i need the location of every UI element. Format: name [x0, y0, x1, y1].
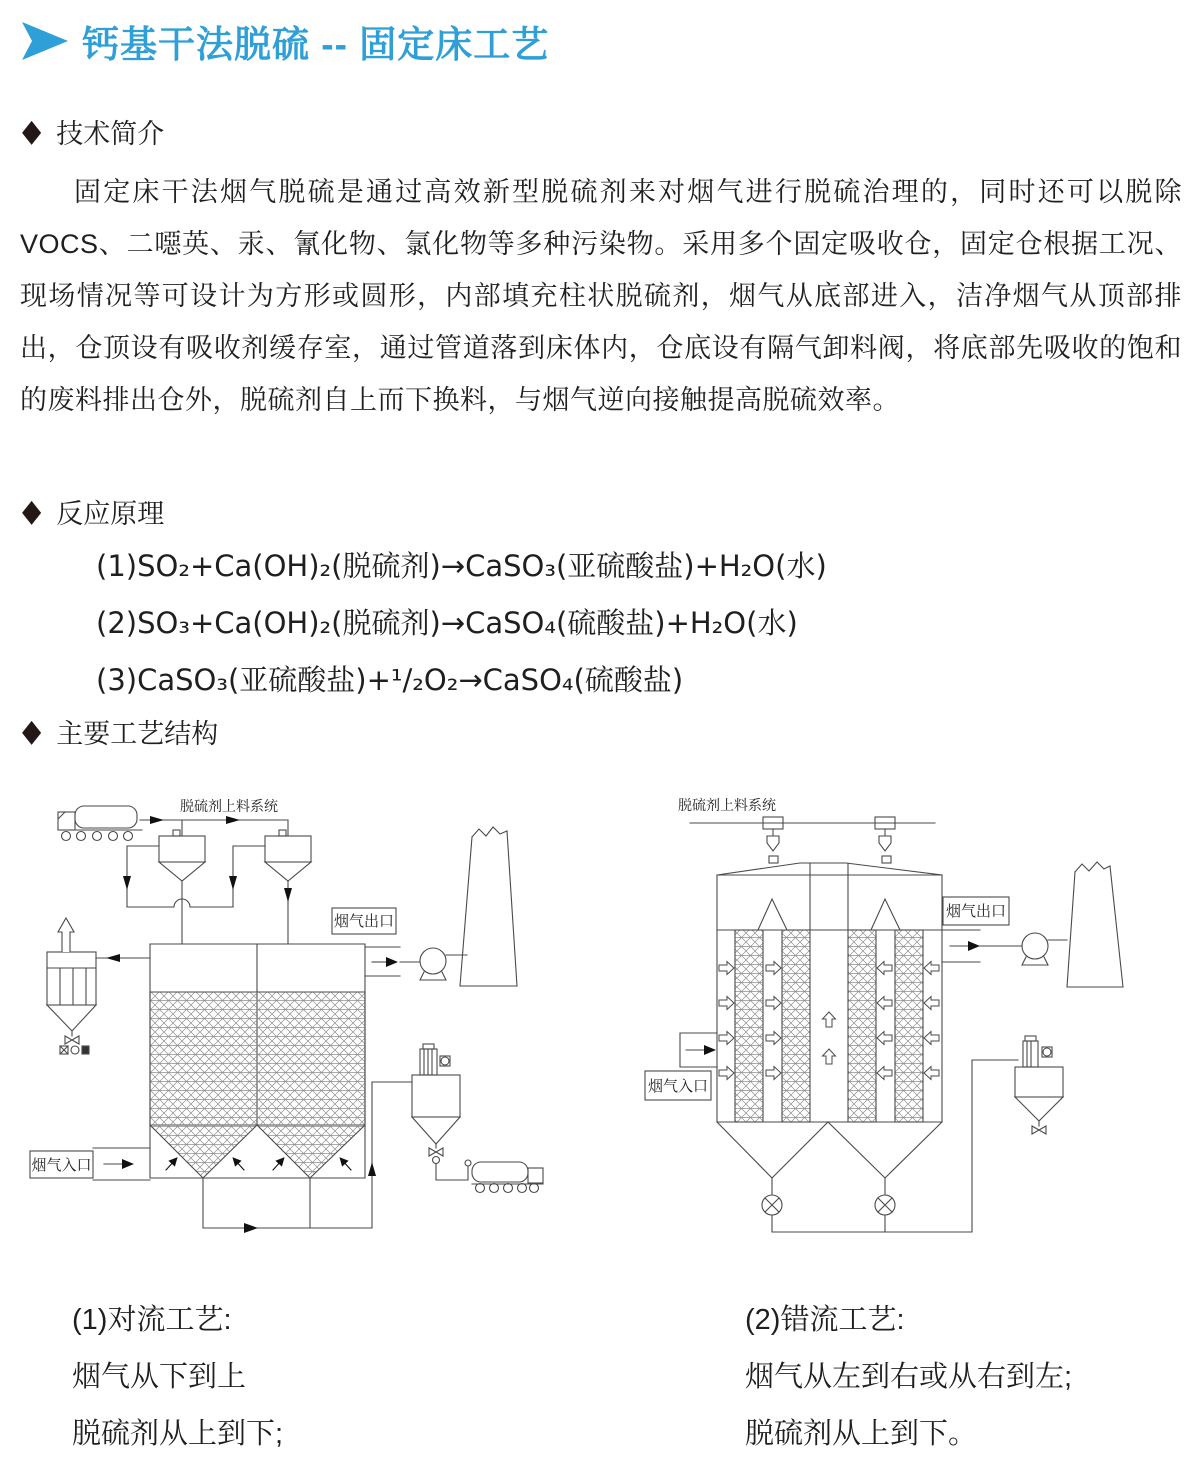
equation-3: (3)CaSO₃(亚硫酸盐)+¹/₂O₂→CaSO₄(硫酸盐)	[96, 663, 684, 697]
inlet-label: 烟气入口	[647, 1078, 709, 1095]
section-heading-reaction	[22, 492, 164, 531]
waste-silo	[1015, 1036, 1063, 1134]
diamond-bullet-icon: ◆	[22, 493, 42, 529]
chimney-icon	[1067, 862, 1123, 987]
feed-system-label: 脱硫剂上料系统	[678, 797, 776, 813]
diamond-bullet-icon: ◆	[22, 713, 42, 749]
counterflow-process-diagram	[20, 780, 580, 1300]
equation-1: (1)SO₂+Ca(OH)₂(脱硫剂)→CaSO₃(亚硫酸盐)+H₂O(水)	[96, 549, 827, 583]
fan-icon	[1022, 933, 1067, 965]
section-heading-structure	[22, 712, 218, 751]
intro-paragraph: 固定床干法烟气脱硫是通过高效新型脱硫剂来对烟气进行脱硫治理的，同时还可以脱除 VOCS、二噁英、汞、氰化物、氯化物等多种污染物。采用多个固定吸收仓，固定仓根据工况、现场情况等可设计为方形或圆形，内部填充柱状脱硫剂，烟气从底部进入，洁净烟气从顶部排出，仓顶设有吸收剂缓存室，通过管道落到床体内，仓底设有隔气卸料阀，将底部先吸收的饱和的废料排出仓外，脱硫剂自上而下换料，与烟气逆向接触提高脱硫效率。	[20, 177, 1182, 415]
absorbent-hopper	[265, 830, 311, 881]
delivery-truck-icon	[58, 806, 142, 841]
caption-counterflow	[72, 1292, 283, 1463]
caption-line: (2)错流工艺:	[745, 1304, 905, 1336]
page-title: 钙基干法脱硫 -- 固定床工艺	[82, 24, 550, 65]
outlet-label: 烟气出口	[333, 913, 395, 930]
caption-line: 脱硫剂从上到下。	[745, 1418, 978, 1450]
section-heading-intro	[22, 112, 164, 151]
section-title: 技术简介	[56, 119, 165, 149]
title-arrow-icon	[22, 21, 68, 61]
caption-line: (1)对流工艺:	[72, 1304, 232, 1336]
crossflow-reactor	[717, 856, 942, 1122]
inlet-label: 烟气入口	[31, 1157, 92, 1174]
feed-line	[690, 817, 935, 851]
waste-silo	[412, 1044, 471, 1180]
title-bar	[22, 14, 549, 68]
waste-truck-icon	[472, 1162, 543, 1193]
fan-icon	[420, 948, 467, 980]
section-title: 主要工艺结构	[56, 719, 219, 749]
fixed-bed-reactor	[150, 944, 365, 1178]
bypass-piping	[123, 846, 292, 944]
chimney-icon	[460, 827, 517, 986]
absorbent-hopper	[159, 830, 205, 881]
caption-line: 烟气从下到上	[72, 1361, 247, 1393]
section-title: 反应原理	[56, 499, 165, 529]
crossflow-process-diagram	[620, 780, 1200, 1300]
feed-system-label: 脱硫剂上料系统	[180, 798, 278, 814]
caption-line: 脱硫剂从上到下;	[72, 1418, 284, 1450]
outlet-label: 烟气出口	[945, 903, 1007, 920]
equation-2: (2)SO₃+Ca(OH)₂(脱硫剂)→CaSO₄(硫酸盐)+H₂O(水)	[96, 606, 798, 640]
caption-crossflow	[745, 1292, 1072, 1463]
feed-line	[140, 816, 288, 836]
dust-collector	[47, 918, 96, 1054]
caption-line: 烟气从左到右或从右到左;	[745, 1361, 1073, 1393]
diamond-bullet-icon: ◆	[22, 113, 42, 149]
reaction-equations	[96, 538, 827, 709]
